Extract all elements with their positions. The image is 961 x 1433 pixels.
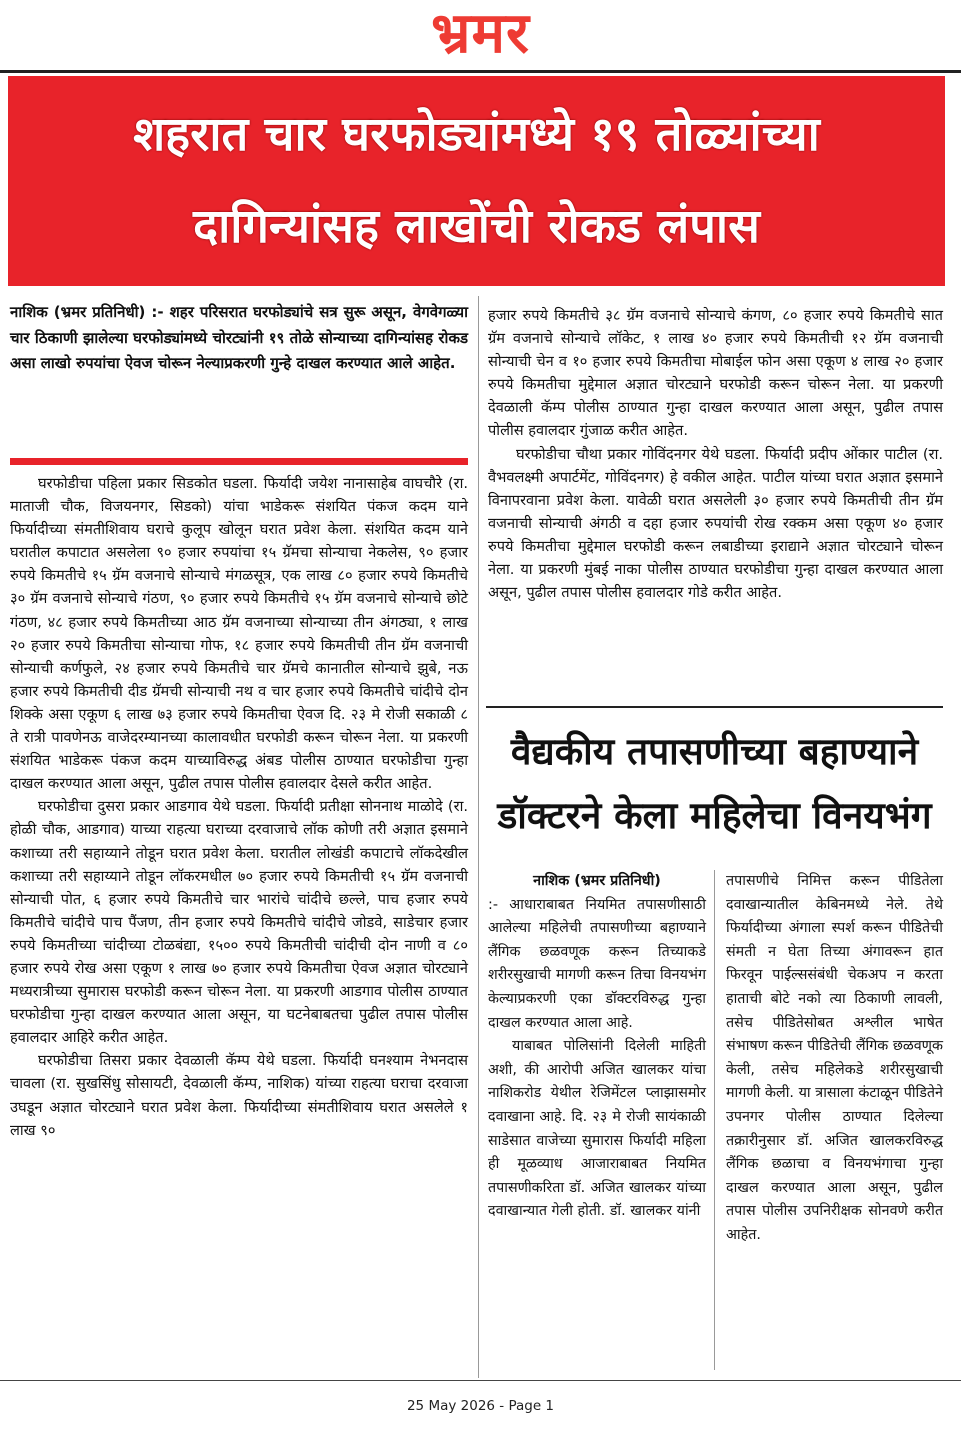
- article1-dateline: नाशिक (भ्रमर प्रतिनिधी) :-: [10, 303, 164, 321]
- page-footer: 25 May 2026 - Page 1: [406, 1398, 555, 1414]
- article2-para-2: याबाबत पोलिसांनी दिलेली माहिती अशी, की आरोपी अजित खालकर यांचा नाशिकरोड येथील रेजिमेंटल प्लाझासमोर दवाखाना आहे. दि. २३ मे रोजी सायंकाळी साडेसात वाजेच्या सुमारास फिर्यादी महिला ही मूळव्याध आजाराबाबत नियमित तपासणीकरिता डॉ. अजित खालकर यांच्या दवाखान्यात गेली होती. डॉ. खालकर यांनी: [488, 1038, 706, 1220]
- article2-dateline: नाशिक (भ्रमर प्रतिनिधी): [533, 873, 661, 889]
- article1-column-right: [488, 304, 943, 604]
- article2-top-rule: [486, 706, 943, 708]
- headline-banner: [8, 76, 945, 286]
- article1-para-3-continued: हजार रुपये किमतीचे ३८ ग्रॅम वजनाचे सोन्याचे कंगण, ८० हजार रुपये किमतीचे सात ग्रॅम वजनाचे सोन्याचे लॉकेट, १ लाख ४० हजार रुपये किमतीची १२ ग्रॅम वजनाची सोन्याची चेन व १० हजार रुपये किमतीचा मोबाईल फोन असा एकूण ४ लाख २० हजार रुपये किमतीचा मुद्देमाल अज्ञात चोरट्याने घरफोडी करून चोरून नेला. या प्रकरणी देवळाली कॅम्प पोलीस ठाण्यात गुन्हा दाखल करण्यात आला असून, पुढील तपास पोलीस हवालदार गुंजाळ करीत आहेत.: [488, 307, 943, 440]
- article1-para-4: घरफोडीचा चौथा प्रकार गोविंदनगर येथे घडला. फिर्यादी प्रदीप ओंकार पाटील (रा. वैभवलक्ष्मी अपार्टमेंट, गोविंदनगर) हे वकील आहेत. पाटील यांच्या घरात अज्ञात इसमाने विनापरवाना प्रवेश केला. यावेळी घरात असलेली ३० हजार रुपये किमतीची तीन ग्रॅम वजनाची सोन्याची अंगठी व दहा हजार रुपयांची रोख रक्कम असा एकूण ४० हजार रुपये किमतीचा मुद्देमाल घरफोडी करून लबाडीच्या इराद्याने अज्ञात चोरट्याने चोरून नेला. या प्रकरणी मुंबई नाका पोलीस ठाण्यात घरफोडीचा गुन्हा दाखल करण्यात आला असून, पुढील तपास पोलीस हवालदार गोडे करीत आहेत.: [488, 445, 943, 602]
- headline-line-1: शहरात चार घरफोड्यांमध्ये १९ तोळ्यांच्या: [133, 107, 820, 162]
- article2-column-left: [488, 870, 706, 1224]
- article1-lead-text: शहर परिसरात घरफोड्यांचे सत्र सुरू असून, वेगवेगळ्या चार ठिकाणी झालेल्या घरफोड्यांमध्ये चोरट्यांनी १९ तोळे सोन्याच्या दागिन्यांसह रोकड असा लाखो रुपयांचा ऐवज चोरून नेल्याप्रकरणी गुन्हे दाखल करण्यात आले आहेत.: [10, 303, 468, 372]
- lead-divider: [10, 458, 468, 465]
- article2-headline: [486, 712, 943, 856]
- article2-headline-line-2: डॉक्टरने केला महिलेचा विनयभंग: [497, 794, 932, 837]
- column-divider: [478, 296, 479, 1378]
- article2-para-2-continued: तपासणीचे निमित्त करून पीडितेला दवाखान्यातील केबिनमध्ये नेले. तेथे फिर्यादीच्या अंगाला स्पर्श करून पीडितेची संमती न घेता तिच्या अंगावरून हात फिरवून पाईल्ससंबंधी चेकअप न करता हाताची बोटे नको त्या ठिकाणी लावली, तसेच पीडितेसोबत अश्लील भाषेत संभाषण करून पीडितेची लैंगिक छळवणूक केली, तसेच महिलेकडे शरीरसुखाची मागणी केली. या त्रासाला कंटाळून पीडितेने उपनगर पोलीस ठाण्यात दिलेल्या तक्रारीनुसार डॉ. अजित खालकरविरुद्ध लैंगिक छळाचा व विनयभंगाचा गुन्हा दाखल करण्यात आला असून, पुढील तपास पोलीस उपनिरीक्षक सोनवणे करीत आहेत.: [726, 873, 943, 1243]
- article2-column-right: [726, 870, 943, 1248]
- masthead-rule: [0, 70, 961, 73]
- article1-para-3: घरफोडीचा तिसरा प्रकार देवळाली कॅम्प येथे घडला. फिर्यादी घनश्याम नेभनदास चावला (रा. सुखसिंधु सोसायटी, देवळाली कॅम्प, नाशिक) यांच्या राहत्या घराचा दरवाजा उघडून अज्ञात चोरट्याने घरात प्रवेश केला. फिर्यादीच्या संमतीशिवाय घरात असलेले १ लाख ९०: [10, 1052, 468, 1139]
- article2-headline-line-1: वैद्यकीय तपासणीच्या बहाण्याने: [510, 730, 919, 773]
- masthead-logo: भ्रमर: [431, 0, 530, 66]
- article1-column-left: [10, 472, 468, 1142]
- article2-column-divider: [714, 870, 715, 1370]
- page-bottom-rule: [0, 1380, 961, 1381]
- article1-lead: [10, 300, 468, 377]
- masthead: [0, 0, 961, 70]
- article2-para-1: :- आधाराबाबत नियमित तपासणीसाठी आलेल्या महिलेची तपासणीच्या बहाण्याने लैंगिक छळवणूक करून तिच्याकडे शरीरसुखाची मागणी करून तिचा विनयभंग केल्याप्रकरणी एका डॉक्टरविरुद्ध गुन्हा दाखल करण्यात आला आहे.: [488, 896, 706, 1031]
- headline-line-2: दागिन्यांसह लाखोंची रोकड लंपास: [193, 199, 760, 254]
- article1-para-1: घरफोडीचा पहिला प्रकार सिडकोत घडला. फिर्यादी जयेश नानासाहेब वाघचौरे (रा. माताजी चौक, विजयनगर, सिडको) यांचा भाडेकरू संशयित पंकज कदम याने फिर्यादीच्या संमतीशिवाय घराचे कुलूप खोलून घरात प्रवेश केला. संशयित कदम याने घरातील कपाटात असलेला ९० हजार रुपयांचा १५ ग्रॅमचा सोन्याचा नेकलेस, ९० हजार रुपये किमतीचे १५ ग्रॅम वजनाचे सोन्याचे मंगळसूत्र, एक लाख ८० हजार रुपये किमतीचे ३० ग्रॅम वजनाचे सोन्याचे गंठण, ९० हजार रुपये किमतीचे १५ ग्रॅम वजनाचे सोन्याचे छोटे गंठण, ४८ हजार रुपये किमतीच्या आठ ग्रॅम वजनाच्या सोन्याच्या तीन अंगठ्या, १ लाख २० हजार रुपये किमतीचा सोन्याचा गोफ, १८ हजार रुपये किमतीची तीन ग्रॅम वजनाची सोन्याची कर्णफुले, २४ हजार रुपये किमतीचे चार ग्रॅमचे कानातील सोन्याचे झुबे, नऊ हजार रुपये किमतीची दीड ग्रॅमची सोन्याची नथ व चार हजार रुपये किमतीचे चांदीचे दोन शिक्के असा एकूण ६ लाख ७३ हजार रुपये किमतीचा ऐवज दि. २३ मे रोजी सकाळी ८ ते रात्री पावणेनऊ वाजेदरम्यानच्या कालावधीत घरफोडी करून चोरून नेला. या प्रकरणी संशयित भाडेकरू पंकज कदम याच्याविरुद्ध अंबड पोलीस ठाण्यात घरफोडीचा गुन्हा दाखल करण्यात आला असून, पुढील तपास पोलीस हवालदार देसले करीत आहेत.: [10, 475, 468, 793]
- article1-para-2: घरफोडीचा दुसरा प्रकार आडगाव येथे घडला. फिर्यादी प्रतीक्षा सोननाथ माळोदे (रा. होळी चौक, आडगाव) याच्या राहत्या घराच्या दरवाजाचे लॉक कोणी तरी अज्ञात इसमाने कशाच्या तरी सहाय्याने तोडून घरात प्रवेश केला. घरातील लोखंडी कपाटाचे लॉकदेखील कशाच्या तरी सहाय्याने तोडून लॉकरमधील ७० हजार रुपये किमतीची १५ ग्रॅम वजनाची सोन्याची पोत, ६ हजार रुपये किमतीचे चार भारांचे चांदीचे छल्ले, पाच हजार रुपये किमतीचे चांदीचे पाच पैंजण, तीन हजार रुपये किमतीचे चांदीचे जोडवे, साडेचार हजार रुपये किमतीच्या चांदीच्या टोळबंद्या, १५०० रुपये किमतीची चांदीची दोन नाणी व ८० हजार रुपये रोख असा एकूण १ लाख ७० हजार रुपये किमतीचा ऐवज अज्ञात चोरट्याने मध्यरात्रीच्या सुमारास घरफोडी करून चोरून नेला. या प्रकरणी आडगाव पोलीस ठाण्यात घरफोडीचा गुन्हा दाखल करण्यात आला असून, या घटनेबाबतचा पुढील तपास पोलीस हवालदार आहिरे करीत आहेत.: [10, 798, 468, 1047]
